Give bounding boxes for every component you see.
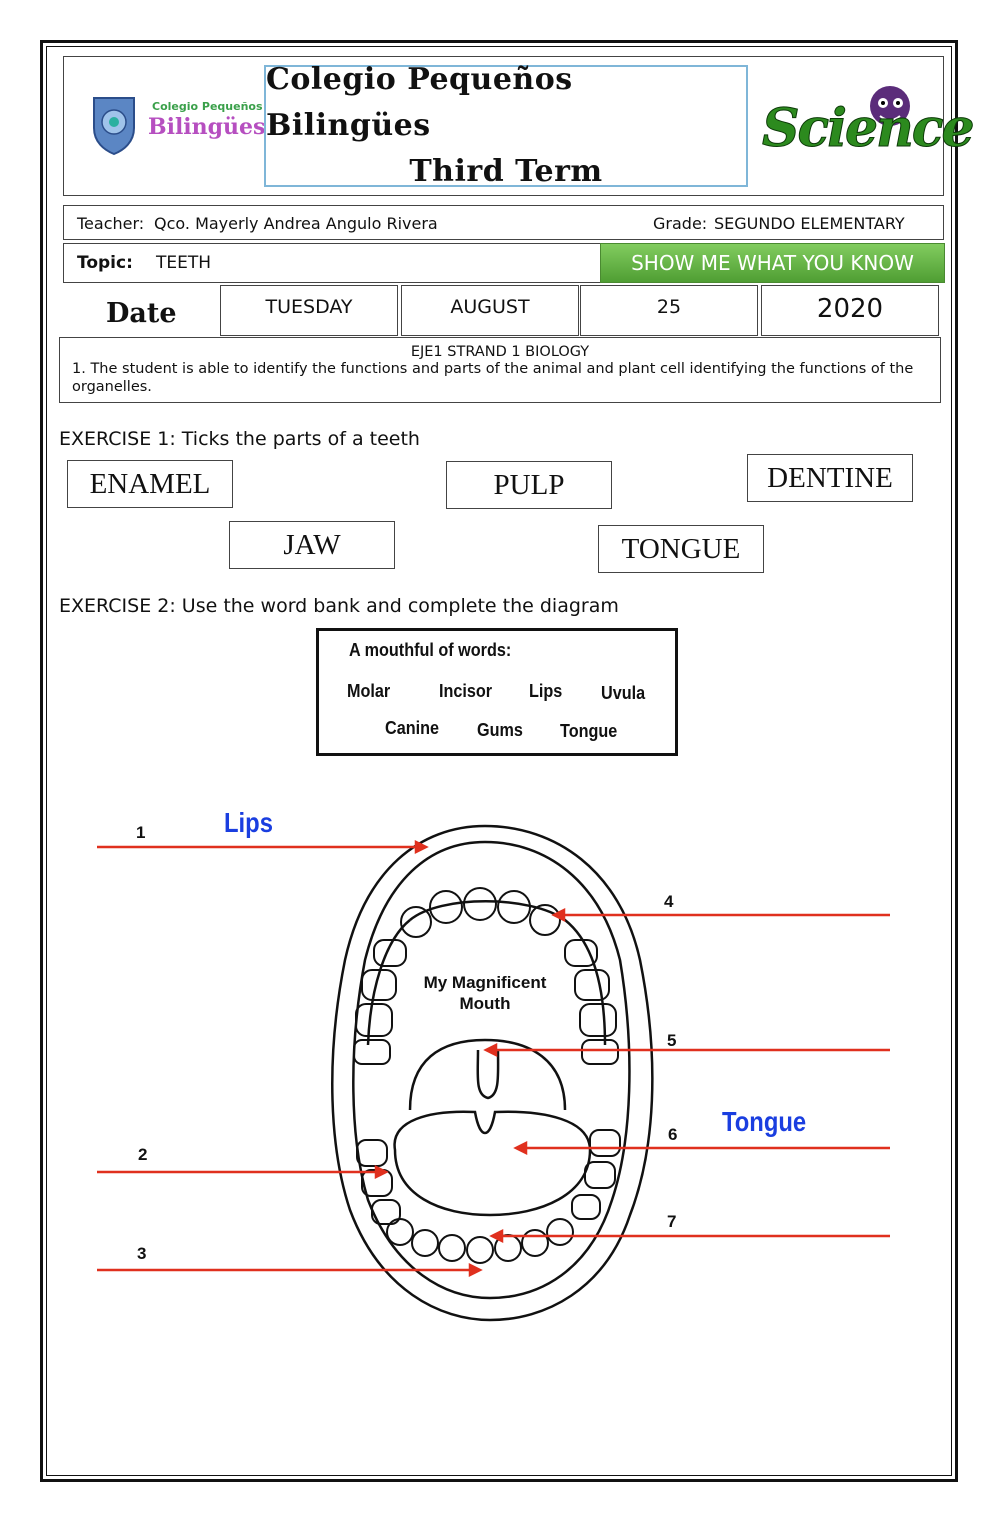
science-logo-text: Science — [762, 98, 973, 159]
show-me-button[interactable]: SHOW ME WHAT YOU KNOW — [600, 243, 945, 283]
word-bank-uvula: Uvula — [601, 683, 646, 703]
date-month: AUGUST — [401, 285, 579, 336]
school-logo — [90, 94, 266, 156]
diagram-caption — [410, 972, 560, 1014]
label-number-7: 7 — [667, 1212, 677, 1231]
diagram-caption-line1: My Magnificent — [423, 973, 547, 992]
title-box — [264, 62, 748, 189]
word-enamel[interactable]: ENAMEL — [67, 460, 233, 508]
label-number-3: 3 — [137, 1244, 147, 1263]
label-number-6: 6 — [668, 1125, 678, 1144]
label-number-2: 2 — [138, 1145, 148, 1164]
diagram-caption-line2: Mouth — [459, 994, 511, 1013]
answer-tongue[interactable]: Tongue — [722, 1106, 807, 1137]
teacher-name: Qco. Mayerly Andrea Angulo Rivera — [154, 214, 438, 233]
word-bank-tongue: Tongue — [560, 721, 618, 741]
date-year: 2020 — [761, 285, 939, 336]
grade-value: SEGUNDO ELEMENTARY — [714, 214, 905, 233]
word-jaw[interactable]: JAW — [229, 521, 395, 569]
exercise2-title: EXERCISE 2: Use the word bank and complete the diagram — [59, 595, 619, 617]
term-title: Third Term — [409, 154, 603, 189]
date-day: TUESDAY — [220, 285, 398, 336]
label-number-1: 1 — [136, 823, 146, 842]
date-day-number: 25 — [580, 285, 758, 336]
logo-text-top: Colegio Pequeños — [152, 100, 263, 113]
label-number-4: 4 — [664, 892, 674, 911]
label-number-5: 5 — [667, 1031, 677, 1050]
topic-row — [63, 243, 603, 283]
topic-value: TEETH — [156, 253, 212, 273]
word-pulp[interactable]: PULP — [446, 461, 612, 509]
word-bank-canine: Canine — [385, 718, 440, 738]
word-bank — [316, 628, 678, 756]
answer-lips[interactable]: Lips — [224, 807, 273, 838]
teacher-row — [63, 205, 944, 240]
standard-text: 1. The student is able to identify the functions and parts of the animal and plant cell identifying the functions of the organelles. — [72, 361, 914, 395]
exercise1-title: EXERCISE 1: Ticks the parts of a teeth — [59, 428, 420, 450]
standard-heading: EJE1 STRAND 1 BIOLOGY — [410, 344, 590, 360]
standard-box — [59, 337, 941, 403]
word-dentine[interactable]: DENTINE — [747, 454, 913, 502]
mouth-diagram — [0, 780, 1000, 1340]
word-bank-lips: Lips — [529, 681, 563, 701]
logo-text-bottom: Bilingües — [148, 114, 266, 140]
science-logo — [760, 78, 973, 173]
word-bank-incisor: Incisor — [439, 681, 493, 701]
grade-label: Grade: — [653, 214, 708, 233]
word-bank-title: A mouthful of words: — [349, 640, 512, 660]
school-title: Colegio Pequeños Bilingües — [266, 62, 573, 143]
date-label: Date — [106, 298, 177, 329]
teacher-label: Teacher: — [77, 214, 145, 233]
word-tongue[interactable]: TONGUE — [598, 525, 764, 573]
word-bank-gums: Gums — [477, 720, 523, 740]
topic-label: Topic: — [77, 253, 133, 273]
word-bank-molar: Molar — [347, 681, 391, 701]
